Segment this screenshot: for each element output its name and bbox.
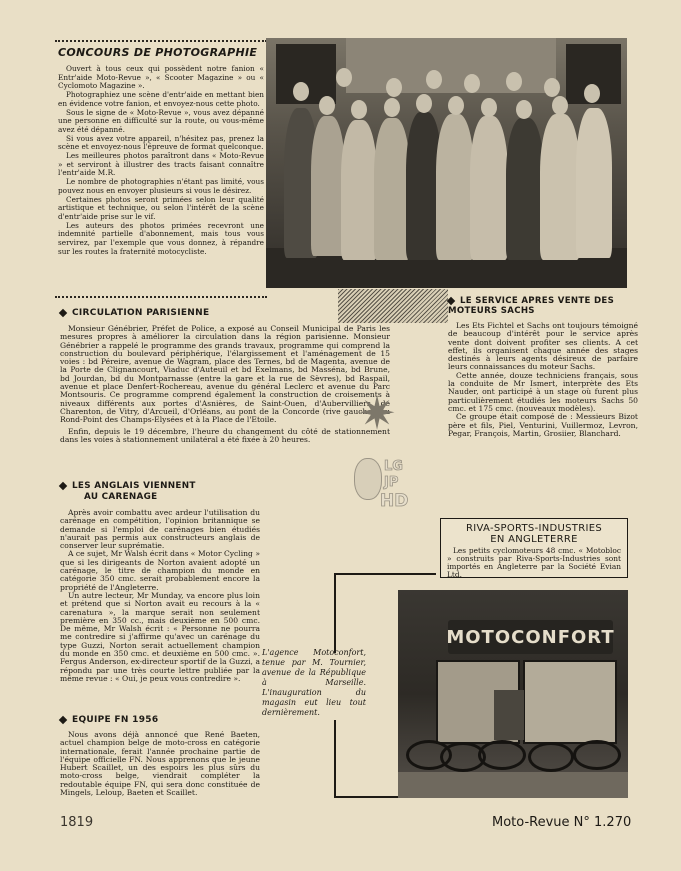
- riva-box: [440, 518, 628, 578]
- sachs-heading: [448, 296, 638, 316]
- diamond-bullet-icon: [59, 308, 67, 316]
- page-number: 1819: [60, 815, 94, 830]
- shop-window: [523, 660, 617, 744]
- svg-text:LG: LG: [384, 459, 403, 474]
- concours-paragraph: Sous le signe de « Moto-Revue », vous avez dépanné une personne en difficulté sur la route, ou vous-même avez été dépanné.: [58, 107, 264, 134]
- shop-door: [494, 690, 524, 740]
- person-head: [416, 94, 432, 113]
- equipe-body: [60, 731, 260, 797]
- person-coat: [436, 114, 474, 260]
- person-head: [584, 84, 600, 103]
- concours-paragraph: Les auteurs des photos primées recevront une indemnité partielle d'abonnement, mais tous vous servirez, par l'exemple que vous donnez, à répandre sur les routes la fraternité motocycliste.: [58, 220, 264, 256]
- concours-paragraph: Photographiez une scène d'entr'aide en mettant bien en évidence votre fanion, et envoyez-nous cette photo.: [58, 90, 264, 108]
- shop-caption-text: L'agence Motoconfort, tenue par M. Tournier, avenue de la République à Marseille. L'inauguration du magasin eut lieu tout dernièrement.: [262, 648, 366, 717]
- sachs-body: [448, 322, 638, 438]
- person-coat: [506, 118, 544, 260]
- person-coat: [470, 116, 508, 260]
- person-head: [506, 72, 522, 91]
- person-head: [552, 96, 568, 115]
- watermark-letters: [354, 452, 434, 510]
- building-wall: [346, 38, 556, 93]
- equipe-title: EQUIPE FN 1956: [72, 715, 159, 725]
- person-head: [426, 70, 442, 89]
- person-head: [448, 96, 464, 115]
- sachs-paragraph: Ce groupe était composé de : Messieurs Bizot père et fils, Piel, Venturini, Vuillermoz, Levron, Pegar, François, Martin, Grosiier, Blanchard.: [448, 412, 638, 438]
- riva-title-line1: RIVA-SPORTS-INDUSTRIES: [466, 523, 602, 534]
- sidewalk: [398, 772, 628, 798]
- concours-paragraph: Les meilleures photos paraîtront dans « Moto-Revue » et serviront à illustrer des tracts faisant connaître l'entr'aide M.R.: [58, 151, 264, 178]
- motorcycle-icon: [528, 742, 574, 772]
- person-head: [386, 78, 402, 97]
- circulation-body: [60, 325, 390, 444]
- person-head: [464, 74, 480, 93]
- anglais-paragraph: Après avoir combattu avec ardeur l'utilisation du carénage en compétition, l'opinion britannique se demande si l'emploi de carénages bien étudiés n'aurait pas permis aux constructeurs anglais de conserver leur suprématie.: [60, 508, 260, 551]
- diamond-bullet-icon: [59, 481, 67, 489]
- svg-text:HD: HD: [380, 491, 409, 510]
- diamond-bullet-icon: [59, 715, 67, 723]
- concours-title: CONCOURS DE PHOTOGRAPHIE: [58, 46, 258, 59]
- circulation-title: CIRCULATION PARISIENNE: [72, 308, 210, 318]
- concours-paragraph: Le nombre de photographies n'étant pas limité, vous pouvez nous en envoyer plusieurs si vous le désirez.: [58, 177, 264, 195]
- concours-body: [58, 65, 264, 256]
- sachs-section: [448, 296, 638, 438]
- person-coat: [576, 108, 612, 258]
- concours-paragraph: Certaines photos seront primées selon leur qualité artistique et technique, ou selon l'intérêt de la scène d'entr'aide prise sur le vif.: [58, 194, 264, 221]
- group-photo: [266, 38, 627, 288]
- shop-sign-text: MOTOCONFORT: [446, 626, 615, 648]
- equipe-section: [60, 715, 260, 797]
- person-coat: [341, 120, 377, 260]
- anglais-paragraph: Un autre lecteur, Mr Munday, va encore plus loin et prétend que si Norton avait eu recours à la « carenatura », la marque serait non seulement première en 350 cc., mais deuxième en 500 cmc. De même, Mr Walsh écrit : « Personne ne pourra me contredire si j'affirme qu'avec un carénage du type Guzzi, Norton serait actuellement champion du monde en 350 cmc. et deuxième en 500 cmc. ». Fergus Anderson, ex-directeur sportif de la Guzzi, a répondu par une très courte lettre publiée par la même revue : « Oui, je peux vous contredire ».: [60, 590, 260, 683]
- person-head: [319, 96, 335, 115]
- person-coat: [540, 114, 580, 260]
- person-head: [481, 98, 497, 117]
- concours-section: [58, 46, 264, 256]
- equipe-paragraph: Nous avons déjà annoncé que René Baeten, actuel champion belge de moto-cross en catégorie internationale, ferait l'année prochaine partie de l'équipe officielle FN. Nous apprenons que le jeune Hubert Scaillet, un des espoirs les plus sûrs du moto-cross belge, viendrait compléter la redoutable équipe FN, qui sera donc constituée de Mingels, Leloup, Baeten et Scaillet.: [60, 730, 260, 798]
- shop-frame-top: [334, 573, 436, 575]
- shop-caption: [262, 648, 366, 718]
- halftone-band: [338, 289, 448, 323]
- person-head: [336, 68, 352, 87]
- svg-text:JP: JP: [384, 475, 399, 490]
- shop-frame-left: [334, 573, 336, 653]
- concours-paragraph: Ouvert à tous ceux qui possèdent notre fanion « Entr'aide Moto-Revue », « Scooter Magazine » ou « Cyclomoto Magazine ».: [58, 64, 264, 91]
- shop-photo: [398, 590, 628, 798]
- diamond-bullet-icon: [447, 296, 455, 304]
- shop-sign: [448, 620, 613, 654]
- concours-border-bottom: [55, 296, 267, 298]
- motorcycle-icon: [478, 740, 526, 770]
- person-head: [384, 98, 400, 117]
- anglais-paragraph: A ce sujet, Mr Walsh écrit dans « Motor Cycling » que si les dirigeants de Norton avaient adopté un carénage, le titre de champion du monde en catégorie 350 cmc. serait probablement encore la propriété de l'Angleterre.: [60, 549, 260, 592]
- concours-paragraph: Si vous avez votre appareil, n'hésitez pas, prenez la scène et envoyez-nous l'épreuve de format quelconque.: [58, 133, 264, 152]
- sachs-title: LE SERVICE APRES VENTE DES MOTEURS SACHS: [448, 296, 615, 316]
- person-head: [293, 82, 309, 101]
- person-coat: [374, 118, 410, 260]
- person-head: [351, 100, 367, 119]
- concours-border-top: [55, 40, 267, 42]
- sachs-paragraph: Cette année, douze techniciens français, sous la conduite de Mr Ismert, interprète des Ets Nauder, ont participé à un stage où furent plus particulièrement étudiés les moteurs Sachs 50 cmc. et 175 cmc. (nouveaux modèles).: [448, 370, 638, 413]
- circulation-paragraph: Enfin, depuis le 19 décembre, l'heure du changement du côté de stationnement dans les voies à stationnement unilatéral a été fixée à 20 heures.: [60, 426, 390, 444]
- sachs-paragraph: Les Ets Fichtel et Sachs ont toujours témoigné de beaucoup d'intérêt pour le service après vente dont doivent profiter ses clients. A cet effet, ils organisent chaque année des stages destinés à leurs agents désireux de parfaire leurs connaissances du moteur Sachs.: [448, 321, 638, 372]
- anglais-title-line1: LES ANGLAIS VIENNENT: [72, 481, 196, 491]
- circulation-paragraph: Monsieur Génébrier, Préfet de Police, a exposé au Conseil Municipal de Paris les mesures propres à améliorer la circulation dans la région parisienne. Monsieur Génébrier a rappelé le programme des grands travaux, programme qui comprend la construction du boulevard périphérique, l'élargissement et l'aménagement de 15 voies : bd Péreire, avenue de Wagram, place des Ternes, bd de Magenta, avenue de la Porte de Clignancourt, Viaduc d'Auteuil et bd Exelmans, bd Masséna, bd Brune, bd Jourdan, bd du Montparnasse (entre la gare et la rue de Sèvres), bd Raspail, avenue et place Denfert-Rochereau, avenue du général Leclerc et avenue du Parc Montsouris. Ce programme comprend également la construction de croisements à niveaux différents aux portes d'Asnières, de Saint-Ouen, d'Aubervilliers, de Charenton, de Vitry, d'Arcueil, d'Orléans, au pont de la Concorde (rive gauche), au Rond-Point des Champs-Elysées et à la Place de l'Etoile.: [60, 324, 390, 425]
- star-burst-icon: ✷: [357, 386, 397, 440]
- magazine-issue: Moto-Revue N° 1.270: [492, 815, 632, 830]
- riva-body: Les petits cyclomoteurs 48 cmc. « Motobloc » construits par Riva-Sports-Industries sont importés en Angleterre par la Société Evian Ltd.: [447, 546, 621, 579]
- anglais-heading: [60, 481, 330, 503]
- watermark-logo: [354, 452, 434, 510]
- anglais-title-line2: AU CARENAGE: [84, 492, 158, 502]
- person-head: [544, 78, 560, 97]
- anglais-body: [60, 509, 260, 683]
- person-coat: [311, 116, 345, 256]
- shop-frame-left-lower: [334, 720, 336, 798]
- person-head: [516, 100, 532, 119]
- riva-title-line2: EN ANGLETERRE: [490, 534, 578, 545]
- motorcycle-icon: [573, 740, 621, 770]
- equipe-heading: [60, 715, 260, 725]
